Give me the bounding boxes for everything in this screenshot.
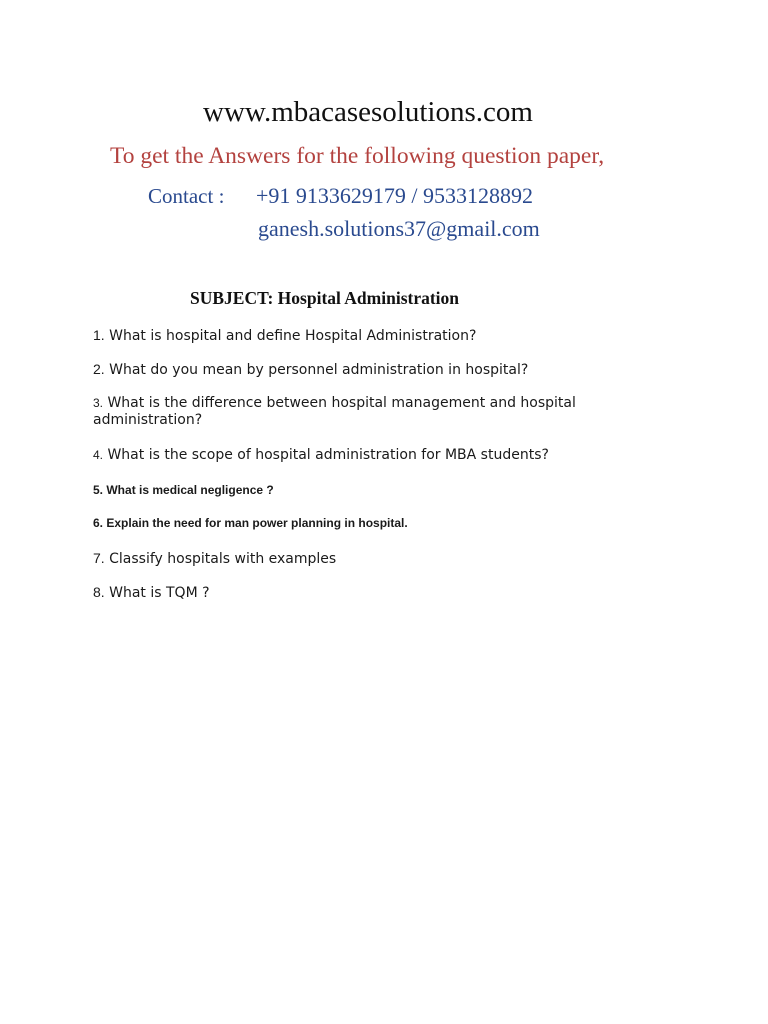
question-2 bbox=[93, 361, 653, 379]
contact-label: Contact : bbox=[148, 184, 225, 208]
question-text: What do you mean by personnel administration in hospital? bbox=[109, 362, 529, 378]
question-text: What is TQM ? bbox=[109, 585, 210, 601]
question-number: 3. bbox=[93, 396, 104, 410]
question-text: Explain the need for man power planning in hospital. bbox=[106, 516, 408, 530]
question-number: 2. bbox=[93, 361, 105, 377]
question-text: What is hospital and define Hospital Administration? bbox=[109, 328, 477, 344]
question-text: What is medical negligence ? bbox=[106, 483, 274, 497]
question-number: 7. bbox=[93, 550, 105, 566]
contact-email: ganesh.solutions37@gmail.com bbox=[258, 216, 540, 241]
question-number: 1. bbox=[93, 327, 105, 343]
site-url: www.mbacasesolutions.com bbox=[203, 96, 533, 128]
question-number: 4. bbox=[93, 448, 104, 462]
subject-heading: SUBJECT: Hospital Administration bbox=[190, 288, 460, 308]
contact-phones: +91 9133629179 / 9533128892 bbox=[256, 183, 534, 208]
question-3 bbox=[93, 395, 633, 429]
question-number: 5. bbox=[93, 483, 104, 497]
question-5 bbox=[93, 482, 653, 499]
question-1 bbox=[93, 327, 653, 345]
question-4 bbox=[93, 447, 653, 464]
question-text: What is the difference between hospital management and hospital administration? bbox=[93, 395, 576, 428]
promo-line: To get the Answers for the following question paper, bbox=[110, 143, 605, 169]
question-6 bbox=[93, 515, 653, 532]
question-number: 6. bbox=[93, 516, 104, 530]
question-8 bbox=[93, 584, 653, 602]
question-number: 8. bbox=[93, 584, 105, 600]
question-7 bbox=[93, 550, 653, 568]
question-text: What is the scope of hospital administration for MBA students? bbox=[107, 447, 549, 463]
question-text: Classify hospitals with examples bbox=[109, 551, 337, 567]
